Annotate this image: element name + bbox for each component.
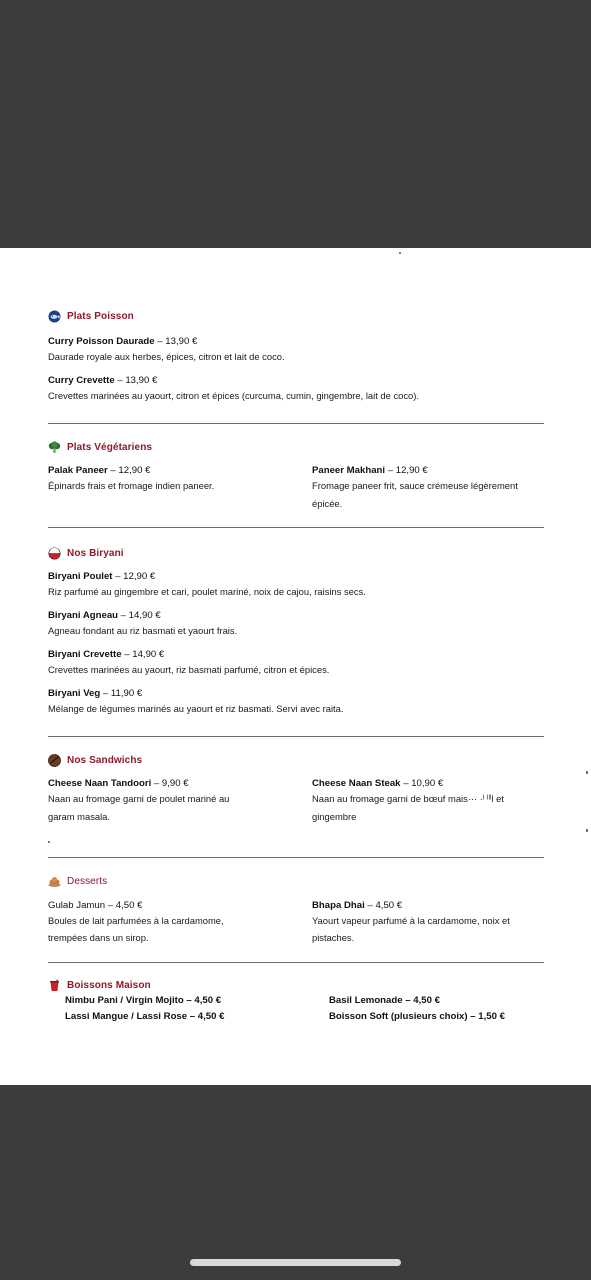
section-title: Nos Biryani	[67, 547, 124, 559]
drink-name: Basil Lemonade	[329, 995, 403, 1006]
speck	[586, 829, 588, 832]
menu-item	[48, 686, 544, 701]
item-description: garam masala.	[48, 811, 111, 822]
item-description: Fromage paneer frit, sauce crémeuse légèrement	[312, 480, 518, 491]
bowl-icon	[48, 547, 61, 560]
divider	[48, 857, 544, 858]
broccoli-icon	[48, 441, 61, 454]
drink-price: – 4,50 €	[183, 995, 222, 1006]
drink-item	[329, 993, 561, 1009]
home-indicator[interactable]	[190, 1259, 401, 1266]
item-price: – 12,90 €	[107, 465, 151, 476]
menu-item-right	[312, 776, 544, 825]
item-description: pistaches.	[312, 932, 355, 943]
item-price: – 14,90 €	[121, 649, 165, 660]
section-nos-biryani	[48, 546, 544, 717]
item-name: Biryani Veg	[48, 688, 101, 699]
item-price: – 12,90 €	[385, 465, 428, 476]
item-description: Mélange de légumes marinés au yaourt et riz basmati. Servi avec raita.	[48, 703, 344, 714]
item-name: Biryani Agneau	[48, 610, 119, 621]
item-name: Bhapa Dhai	[312, 900, 365, 911]
item-name: Palak Paneer	[48, 465, 108, 476]
menu-item	[48, 647, 544, 662]
section-header	[48, 309, 544, 323]
menu-item	[312, 776, 544, 791]
two-column-items	[48, 463, 544, 511]
drink-item	[65, 993, 305, 1009]
divider	[48, 736, 544, 737]
item-name: Gulab Jamun	[48, 900, 106, 911]
bottom-dark-band	[0, 1085, 591, 1280]
section-title: Desserts	[67, 875, 108, 887]
drink-price: – 4,50 €	[402, 995, 440, 1006]
item-price: – 11,90 €	[100, 688, 143, 699]
section-header	[48, 753, 544, 767]
item-price: – 12,90 €	[112, 571, 156, 582]
section-nos-sandwichs	[48, 753, 544, 828]
fish-icon	[48, 310, 61, 323]
drink-item	[65, 1009, 305, 1025]
drink-price: – 4,50 €	[187, 1011, 225, 1022]
drinks-left	[65, 993, 305, 1025]
item-name: Curry Crevette	[48, 375, 115, 386]
menu-item	[312, 898, 544, 913]
section-header	[48, 546, 544, 560]
item-description: Yaourt vapeur parfumé à la cardamome, noix et	[312, 915, 510, 926]
menu-item	[48, 334, 544, 349]
cup-icon	[48, 979, 61, 992]
speck	[586, 771, 588, 774]
item-price: – 13,90 €	[154, 336, 198, 347]
drinks-columns	[48, 993, 544, 1027]
two-column-items	[48, 898, 544, 946]
menu-item	[48, 898, 288, 913]
drink-item	[329, 1009, 561, 1025]
item-name: Curry Poisson Daurade	[48, 336, 155, 347]
item-price: – 10,90 €	[400, 778, 444, 789]
divider	[48, 962, 544, 963]
menu-item	[48, 569, 544, 584]
item-description: Épinards frais et fromage indien paneer.	[48, 480, 215, 491]
item-description: épicée.	[312, 498, 343, 509]
item-name: Cheese Naan Tandoori	[48, 778, 152, 789]
item-description: Crevettes marinées au yaourt, riz basmati parfumé, citron et épices.	[48, 664, 330, 675]
item-description: Naan au fromage garni de bœuf mais··· ·ˡ ˡˡˡl et	[312, 793, 504, 804]
item-price: – 9,90 €	[151, 778, 189, 789]
section-header	[48, 874, 544, 888]
drink-name: Nimbu Pani / Virgin Mojito	[65, 995, 184, 1006]
item-price: – 14,90 €	[118, 610, 161, 621]
menu-item	[48, 776, 288, 791]
item-description: Naan au fromage garni de poulet mariné au	[48, 793, 230, 804]
section-boissons-maison	[48, 978, 544, 1027]
dessert-icon	[48, 875, 61, 888]
drink-name: Lassi Mangue / Lassi Rose	[65, 1011, 188, 1022]
item-price: – 13,90 €	[114, 375, 158, 386]
section-header	[48, 978, 544, 992]
section-plats-poisson	[48, 309, 544, 404]
drinks-right	[329, 993, 561, 1025]
section-desserts	[48, 874, 544, 946]
item-description: Riz parfumé au gingembre et cari, poulet mariné, noix de cajou, raisins secs.	[48, 586, 366, 597]
item-description: Crevettes marinées au yaourt, citron et épices (curcuma, cumin, gingembre, lait de coco).	[48, 390, 419, 401]
drink-price: – 1,50 €	[467, 1011, 505, 1022]
item-price: – 4,50 €	[364, 900, 403, 911]
menu-item	[48, 373, 544, 388]
menu-item-left	[48, 776, 288, 825]
two-column-items	[48, 776, 544, 828]
item-description: Daurade royale aux herbes, épices, citron et lait de coco.	[48, 351, 285, 362]
item-price: – 4,50 €	[105, 900, 143, 911]
drink-name: Boisson Soft (plusieurs choix)	[329, 1011, 468, 1022]
section-plats-vegetariens	[48, 440, 544, 511]
menu-page	[0, 248, 591, 1085]
menu-item-left	[48, 898, 288, 946]
menu-item	[48, 463, 288, 478]
item-description: trempées dans un sirop.	[48, 932, 149, 943]
item-name: Biryani Crevette	[48, 649, 122, 660]
menu-item	[48, 608, 544, 623]
menu-item	[312, 463, 544, 478]
item-name: Paneer Makhani	[312, 465, 386, 476]
menu-item-right	[312, 463, 544, 512]
menu-item-left	[48, 463, 288, 494]
section-header	[48, 440, 544, 454]
item-description: gingembre	[312, 811, 357, 822]
speck	[48, 841, 50, 843]
divider	[48, 527, 544, 528]
item-name: Cheese Naan Steak	[312, 778, 401, 789]
section-title: Boissons Maison	[67, 979, 151, 991]
section-title: Nos Sandwichs	[67, 754, 143, 766]
section-title: Plats Végétariens	[67, 441, 153, 453]
menu-item-right	[312, 898, 544, 946]
divider	[48, 423, 544, 424]
top-dark-band	[0, 0, 591, 248]
section-title: Plats Poisson	[67, 310, 134, 322]
item-description: Agneau fondant au riz basmati et yaourt frais.	[48, 625, 238, 636]
item-name: Biryani Poulet	[48, 571, 113, 582]
sandwich-icon	[48, 754, 61, 767]
speck	[399, 252, 401, 254]
item-description: Boules de lait parfumées à la cardamome,	[48, 915, 224, 926]
